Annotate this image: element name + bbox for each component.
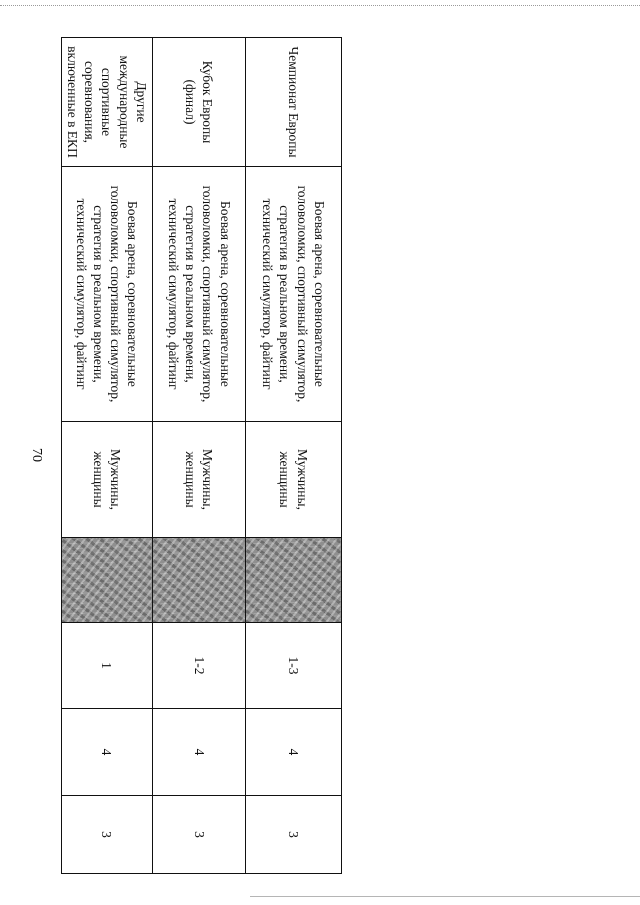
table-row [153,38,246,874]
participants-cell: Мужчины, женщины [61,422,152,538]
competition-cell: Чемпионат Европы [246,38,342,167]
rotated-table-sheet [66,37,342,873]
value-cell-b: 4 [61,709,152,796]
competition-cell: Другие международные спортивные соревнования, включенные в ЕКП [61,38,152,167]
participants-cell: Мужчины, женщины [153,422,246,538]
scan-edge-top [0,5,640,6]
shaded-cell [246,538,342,623]
page-number: 70 [29,448,44,462]
value-cell-c: 3 [61,796,152,874]
value-cell-c: 3 [246,796,342,874]
shaded-cell [153,538,246,623]
value-cell-b: 4 [153,709,246,796]
table-row [61,38,152,874]
disciplines-cell: Боевая арена, соревновательные головоломки, спортивный симулятор, стратегия в реальном времени, технический симулятор, файтинг [153,167,246,422]
value-cell-b: 4 [246,709,342,796]
competition-cell: Кубок Европы (финал) [153,38,246,167]
value-cell-c: 3 [153,796,246,874]
shaded-cell [61,538,152,623]
table-row [246,38,342,874]
disciplines-cell: Боевая арена, соревновательные головоломки, спортивный симулятор, стратегия в реальном времени, технический симулятор, файтинг [61,167,152,422]
value-cell-a: 1 [61,623,152,709]
scan-edge-bottom [250,896,640,897]
value-cell-a: 1-3 [246,623,342,709]
participants-cell: Мужчины, женщины [246,422,342,538]
disciplines-cell: Боевая арена, соревновательные головоломки, спортивный симулятор, стратегия в реальном времени, технический симулятор, файтинг [246,167,342,422]
value-cell-a: 1-2 [153,623,246,709]
competition-table [61,37,342,874]
